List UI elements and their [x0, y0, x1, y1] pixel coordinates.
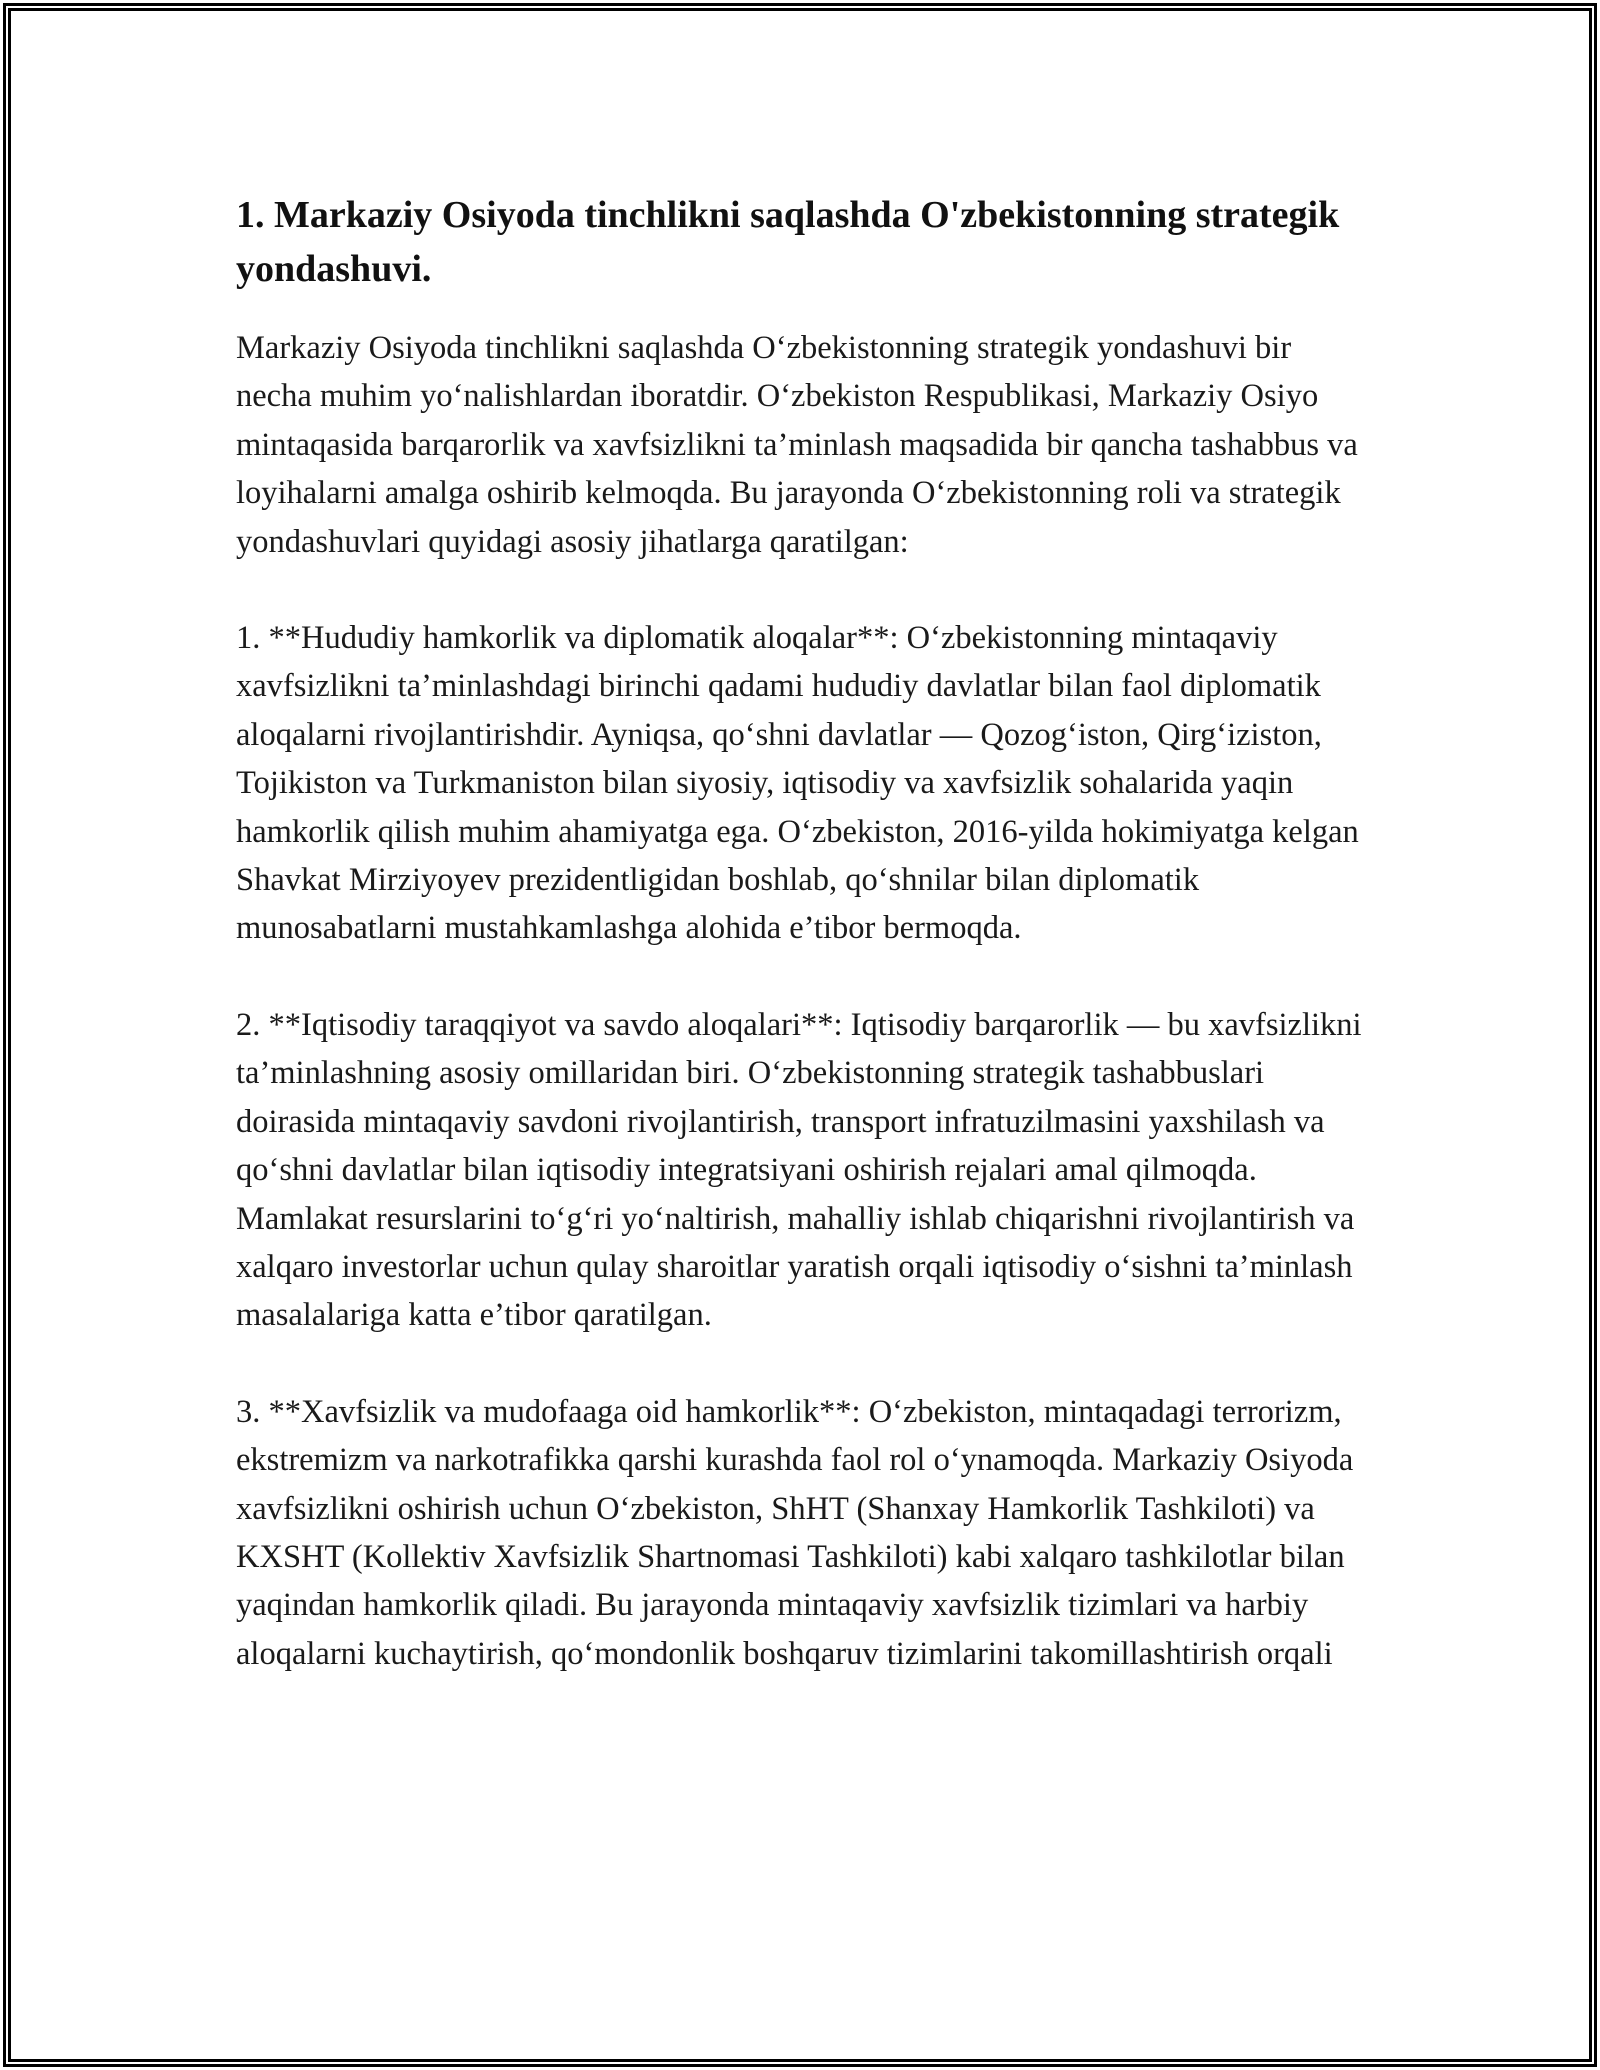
- paragraph-security-cooperation: 3. **Xavfsizlik va mudofaaga oid hamkorlik**: O‘zbekiston, mintaqadagi terrorizm, ekstremizm va narkotrafikka qarshi kurashda faol rol o‘ynamoqda. Markaziy Osiyoda xavfsizlikni oshirish uchun O‘zbekiston, ShHT (Shanxay Hamkorlik Tashkiloti) va KXSHT (Kollektiv Xavfsizlik Shartnomasi Tashkiloti) kabi xalqaro tashkilotlar bilan yaqindan hamkorlik qiladi. Bu jarayonda mintaqaviy xavfsizlik tizimlari va harbiy aloqalarni kuchaytirish, qo‘mondonlik boshqaruv tizimlarini takomillashtirish orqali: [236, 1393, 1354, 1672]
- intro-paragraph: Markaziy Osiyoda tinchlikni saqlashda O‘zbekistonning strategik yondashuvi bir necha muhim yo‘nalishlardan iboratdir. O‘zbekiston Respublikasi, Markaziy Osiyo mintaqasida barqarorlik va xavfsizlikni ta’minlash maqsadida bir qancha tashabbus va loyihalarni amalga oshirib kelmoqda. Bu jarayonda O‘zbekistonning roli va strategik yondashuvlari quyidagi asosiy jihatlarga qaratilgan:: [236, 330, 1358, 560]
- document-body: [236, 188, 1366, 1726]
- paragraph-economic-development: 2. **Iqtisodiy taraqqiyot va savdo aloqalari**: Iqtisodiy barqarorlik — bu xavfsizlikni ta’minlashning asosiy omillaridan biri. O‘zbekistonning strategik tashabbuslari doirasida mintaqaviy savdoni rivojlantirish, transport infratuzilmasini yaxshilash va qo‘shni davlatlar bilan iqtisodiy integratsiyani oshirish rejalari amal qilmoqda. Mamlakat resurslarini to‘g‘ri yo‘naltirish, mahalliy ishlab chiqarishni rivojlantirish va xalqaro investorlar uchun qulay sharoitlar yaratish orqali iqtisodiy o‘sishni ta’minlash masalalariga katta e’tibor qaratilgan.: [236, 1006, 1362, 1334]
- document-heading: 1. Markaziy Osiyoda tinchlikni saqlashda O'zbekistonning strategik yondashuvi.: [236, 194, 1340, 290]
- paragraph-regional-cooperation: 1. **Hududiy hamkorlik va diplomatik aloqalar**: O‘zbekistonning mintaqaviy xavfsizlikni ta’minlashdagi birinchi qadami hududiy davlatlar bilan faol diplomatik aloqalarni rivojlantirishdir. Ayniqsa, qo‘shni davlatlar — Qozog‘iston, Qirg‘iziston, Tojikiston va Turkmaniston bilan siyosiy, iqtisodiy va xavfsizlik sohalarida yaqin hamkorlik qilish muhim ahamiyatga ega. O‘zbekiston, 2016-yilda hokimiyatga kelgan Shavkat Mirziyoyev prezidentligidan boshlab, qo‘shnilar bilan diplomatik munosabatlarni mustahkamlashga alohida e’tibor bermoqda.: [236, 620, 1359, 947]
